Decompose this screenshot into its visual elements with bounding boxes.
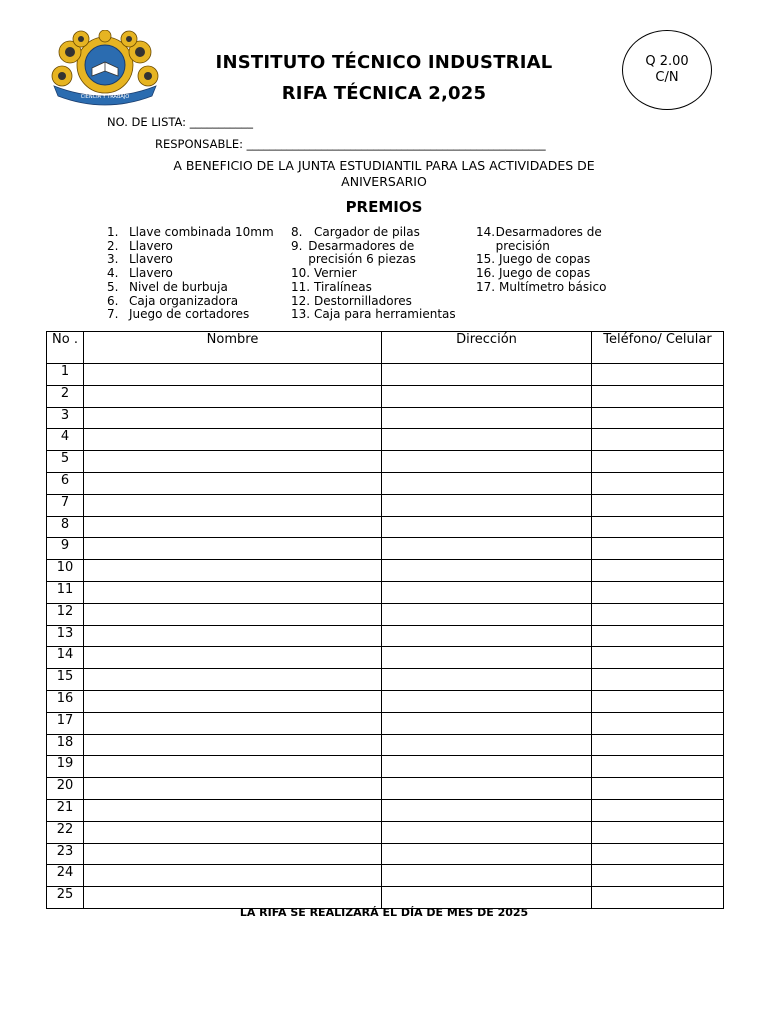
phone-cell[interactable] — [592, 821, 724, 843]
row-number: 11 — [47, 581, 84, 603]
table-row — [47, 472, 724, 494]
address-cell[interactable] — [382, 734, 592, 756]
row-number: 9 — [47, 538, 84, 560]
prizes-column-1 — [107, 226, 292, 322]
phone-cell[interactable] — [592, 669, 724, 691]
phone-cell[interactable] — [592, 799, 724, 821]
row-number: 21 — [47, 799, 84, 821]
address-cell[interactable] — [382, 690, 592, 712]
logo-ribbon-text: CIENCIA Y TRABAJO — [80, 94, 130, 100]
table-row — [47, 756, 724, 778]
price-badge — [622, 30, 712, 110]
table-row — [47, 647, 724, 669]
list-number-field: NO. DE LISTA: ___________ — [107, 115, 253, 129]
table-row — [47, 821, 724, 843]
table-row — [47, 625, 724, 647]
address-cell[interactable] — [382, 451, 592, 473]
name-cell[interactable] — [84, 669, 382, 691]
table-row — [47, 385, 724, 407]
table-row — [47, 494, 724, 516]
row-number: 13 — [47, 625, 84, 647]
row-number: 25 — [47, 887, 84, 909]
row-number: 12 — [47, 603, 84, 625]
address-cell[interactable] — [382, 625, 592, 647]
address-cell[interactable] — [382, 472, 592, 494]
prize-item: 7. Juego de cortadores — [107, 307, 250, 322]
address-cell[interactable] — [382, 538, 592, 560]
phone-cell[interactable] — [592, 756, 724, 778]
column-header-phone: Teléfono/ Celular — [592, 332, 724, 364]
row-number: 22 — [47, 821, 84, 843]
name-cell[interactable] — [84, 778, 382, 800]
phone-cell[interactable] — [592, 516, 724, 538]
row-number: 6 — [47, 472, 84, 494]
phone-cell[interactable] — [592, 494, 724, 516]
phone-cell[interactable] — [592, 712, 724, 734]
school-logo — [48, 30, 162, 110]
prize-item: 8. Cargador de pilas — [291, 225, 420, 239]
row-number: 17 — [47, 712, 84, 734]
address-cell[interactable] — [382, 865, 592, 887]
table-row — [47, 712, 724, 734]
name-cell[interactable] — [84, 603, 382, 625]
table-row — [47, 407, 724, 429]
row-number: 15 — [47, 669, 84, 691]
name-cell[interactable] — [84, 429, 382, 451]
table-header-row — [47, 332, 724, 364]
address-cell[interactable] — [382, 560, 592, 582]
responsible-field: RESPONSABLE: ____________________________________________________ — [155, 137, 546, 151]
phone-cell[interactable] — [592, 647, 724, 669]
prize-item: 9. Desarmadores de precisión 6 piezas — [291, 238, 416, 267]
address-cell[interactable] — [382, 516, 592, 538]
row-number: 2 — [47, 385, 84, 407]
phone-cell[interactable] — [592, 451, 724, 473]
prize-item: 6. Caja organizadora — [107, 293, 239, 308]
address-cell[interactable] — [382, 843, 592, 865]
name-cell[interactable] — [84, 472, 382, 494]
table-row — [47, 429, 724, 451]
address-cell[interactable] — [382, 669, 592, 691]
address-cell[interactable] — [382, 821, 592, 843]
prize-item: 14. Desarmadores de precisión — [476, 225, 602, 253]
column-header-name: Nombre — [84, 332, 382, 364]
prize-item: 16. Juego de copas — [476, 266, 591, 281]
raffle-date-note: LA RIFA SE REALIZARÁ EL DÍA DE MES DE 2025 — [239, 906, 529, 919]
table-row — [47, 778, 724, 800]
prize-item: 5. Nivel de burbuja — [107, 279, 228, 294]
row-number: 7 — [47, 494, 84, 516]
phone-cell[interactable] — [592, 865, 724, 887]
name-cell[interactable] — [84, 560, 382, 582]
table-row — [47, 560, 724, 582]
table-row — [47, 843, 724, 865]
prize-item: 3. Llavero — [107, 252, 173, 267]
name-cell[interactable] — [84, 843, 382, 865]
phone-cell[interactable] — [592, 429, 724, 451]
address-cell[interactable] — [382, 581, 592, 603]
name-cell[interactable] — [84, 647, 382, 669]
name-cell[interactable] — [84, 821, 382, 843]
row-number: 1 — [47, 364, 84, 386]
price-value: Q 2.00 — [645, 54, 689, 69]
phone-cell[interactable] — [592, 364, 724, 386]
row-number: 18 — [47, 734, 84, 756]
institute-title: INSTITUTO TÉCNICO INDUSTRIAL — [215, 52, 553, 73]
column-header-number: No . — [47, 332, 84, 364]
row-number: 14 — [47, 647, 84, 669]
name-cell[interactable] — [84, 625, 382, 647]
row-number: 5 — [47, 451, 84, 473]
address-cell[interactable] — [382, 647, 592, 669]
phone-cell[interactable] — [592, 385, 724, 407]
name-cell[interactable] — [84, 451, 382, 473]
prize-item: 17. Multímetro básico — [476, 279, 607, 294]
row-number: 8 — [47, 516, 84, 538]
phone-cell[interactable] — [592, 690, 724, 712]
name-cell[interactable] — [84, 385, 382, 407]
prizes-column-2 — [291, 226, 471, 322]
address-cell[interactable] — [382, 407, 592, 429]
row-number: 4 — [47, 429, 84, 451]
prizes-heading: PREMIOS — [345, 198, 423, 216]
name-cell[interactable] — [84, 690, 382, 712]
name-cell[interactable] — [84, 756, 382, 778]
name-cell[interactable] — [84, 407, 382, 429]
address-cell[interactable] — [382, 756, 592, 778]
address-cell[interactable] — [382, 364, 592, 386]
name-cell[interactable] — [84, 538, 382, 560]
table-row — [47, 451, 724, 473]
row-number: 20 — [47, 778, 84, 800]
row-number: 10 — [47, 560, 84, 582]
phone-cell[interactable] — [592, 734, 724, 756]
prize-item: 15. Juego de copas — [476, 252, 591, 267]
name-cell[interactable] — [84, 734, 382, 756]
column-header-address: Dirección — [382, 332, 592, 364]
name-cell[interactable] — [84, 364, 382, 386]
row-number: 24 — [47, 865, 84, 887]
table-row — [47, 364, 724, 386]
table-row — [47, 734, 724, 756]
address-cell[interactable] — [382, 799, 592, 821]
phone-cell[interactable] — [592, 778, 724, 800]
name-cell[interactable] — [84, 865, 382, 887]
address-cell[interactable] — [382, 712, 592, 734]
phone-cell[interactable] — [592, 581, 724, 603]
row-number: 3 — [47, 407, 84, 429]
name-cell[interactable] — [84, 712, 382, 734]
row-number: 23 — [47, 843, 84, 865]
name-cell[interactable] — [84, 799, 382, 821]
address-cell[interactable] — [382, 429, 592, 451]
prize-item: 12. Destornilladores — [291, 293, 412, 308]
prize-item: 4. Llavero — [107, 266, 173, 281]
table-row — [47, 669, 724, 691]
table-row — [47, 538, 724, 560]
phone-cell[interactable] — [592, 603, 724, 625]
prize-item: 11. Tiralíneas — [291, 279, 372, 294]
address-cell[interactable] — [382, 494, 592, 516]
address-cell[interactable] — [382, 603, 592, 625]
prize-item: 13. Caja para herramientas — [291, 307, 456, 322]
prizes-column-3 — [476, 226, 636, 295]
name-cell[interactable] — [84, 516, 382, 538]
phone-cell[interactable] — [592, 538, 724, 560]
prize-item: 2. Llavero — [107, 238, 173, 253]
phone-cell[interactable] — [592, 472, 724, 494]
phone-cell[interactable] — [592, 407, 724, 429]
table-row — [47, 865, 724, 887]
phone-cell[interactable] — [592, 560, 724, 582]
table-row — [47, 799, 724, 821]
row-number: 19 — [47, 756, 84, 778]
price-note: C/N — [655, 70, 679, 85]
prize-item: 1. Llave combinada 10mm — [107, 225, 274, 239]
address-cell[interactable] — [382, 778, 592, 800]
participants-table — [46, 331, 724, 909]
address-cell[interactable] — [382, 385, 592, 407]
row-number: 16 — [47, 690, 84, 712]
table-row — [47, 516, 724, 538]
table-row — [47, 603, 724, 625]
prize-item: 10. Vernier — [291, 266, 357, 281]
name-cell[interactable] — [84, 581, 382, 603]
table-row — [47, 690, 724, 712]
benefit-text: A BENEFICIO DE LA JUNTA ESTUDIANTIL PARA LAS ACTIVIDADES DE ANIVERSARIO — [173, 158, 595, 189]
raffle-title: RIFA TÉCNICA 2,025 — [281, 83, 487, 104]
table-row — [47, 581, 724, 603]
name-cell[interactable] — [84, 494, 382, 516]
phone-cell[interactable] — [592, 843, 724, 865]
phone-cell[interactable] — [592, 625, 724, 647]
